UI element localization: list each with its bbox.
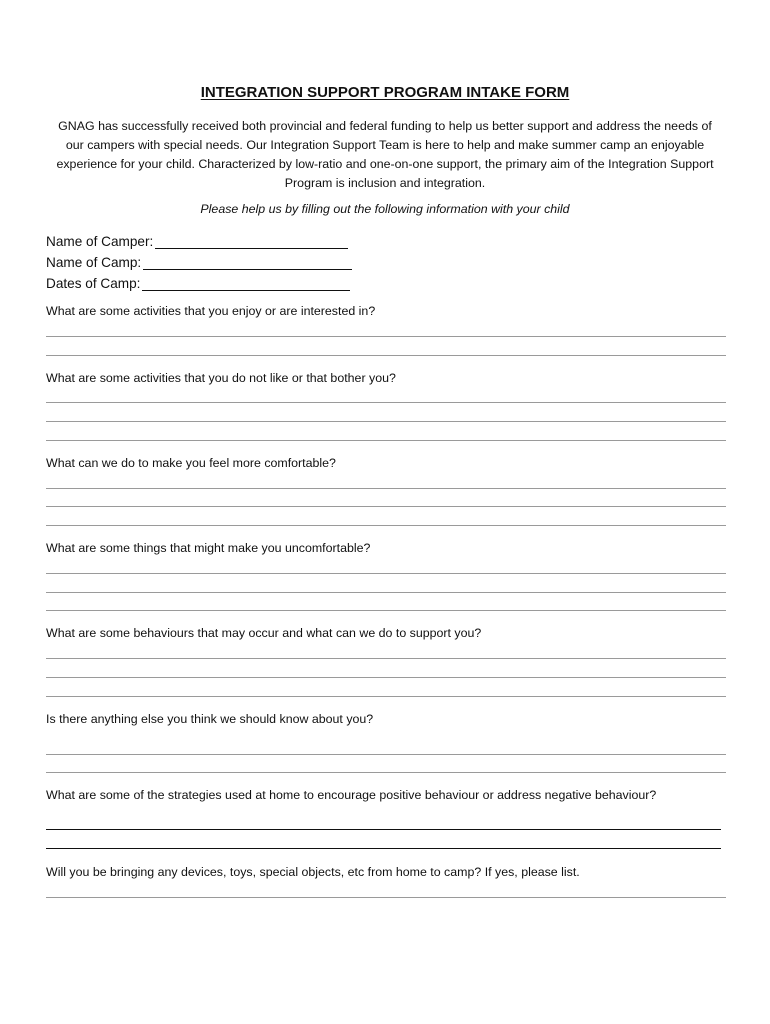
answer-line[interactable]: [46, 573, 726, 574]
answer-line[interactable]: [46, 829, 721, 830]
camp-dates-label: Dates of Camp:: [46, 276, 141, 291]
question-activities-enjoy: What are some activities that you enjoy or are interested in?: [46, 304, 376, 318]
answer-line[interactable]: [46, 610, 726, 611]
answer-line[interactable]: [46, 677, 726, 678]
camp-name-field[interactable]: [46, 252, 352, 270]
answer-line[interactable]: [46, 440, 726, 441]
answer-line[interactable]: [46, 506, 726, 507]
question-home-strategies: What are some of the strategies used at home to encourage positive behaviour or address negative behaviour?: [46, 788, 657, 802]
answer-line[interactable]: [46, 336, 726, 337]
answer-line[interactable]: [46, 525, 726, 526]
answer-line[interactable]: [46, 772, 726, 773]
camper-name-input-line[interactable]: [155, 234, 348, 249]
form-title: INTEGRATION SUPPORT PROGRAM INTAKE FORM: [200, 84, 570, 101]
question-activities-dislike: What are some activities that you do not like or that bother you?: [46, 371, 396, 385]
answer-line[interactable]: [46, 658, 726, 659]
answer-line[interactable]: [46, 402, 726, 403]
answer-line[interactable]: [46, 488, 726, 489]
question-feel-comfortable: What can we do to make you feel more comfortable?: [46, 456, 336, 470]
answer-line[interactable]: [46, 696, 726, 697]
intro-paragraph: GNAG has successfully received both provincial and federal funding to help us better support and address the needs of our campers with special needs. Our Integration Support Team is here to help and make summer camp an enjoyable experience for your child. Characterized by low-ratio and one-on-one support, the primary aim of the Integration Support Program is inclusion and integration.: [56, 119, 714, 190]
question-anything-else: Is there anything else you think we should know about you?: [46, 712, 374, 726]
camper-name-field[interactable]: [46, 231, 348, 249]
answer-line[interactable]: [46, 355, 726, 356]
answer-line[interactable]: [46, 421, 726, 422]
question-uncomfortable: What are some things that might make you uncomfortable?: [46, 541, 371, 555]
camp-name-input-line[interactable]: [143, 255, 352, 270]
camper-name-label: Name of Camper:: [46, 234, 154, 249]
answer-line[interactable]: [46, 848, 721, 849]
camp-dates-field[interactable]: [46, 273, 350, 291]
question-behaviours: What are some behaviours that may occur and what can we do to support you?: [46, 626, 482, 640]
instruction-text: Please help us by filling out the following information with your child: [200, 202, 570, 216]
camp-dates-input-line[interactable]: [142, 276, 350, 291]
answer-line[interactable]: [46, 897, 726, 898]
answer-line[interactable]: [46, 592, 726, 593]
camp-name-label: Name of Camp:: [46, 255, 142, 270]
answer-line[interactable]: [46, 754, 726, 755]
question-devices-from-home: Will you be bringing any devices, toys, special objects, etc from home to camp? If yes, please list.: [46, 865, 580, 879]
